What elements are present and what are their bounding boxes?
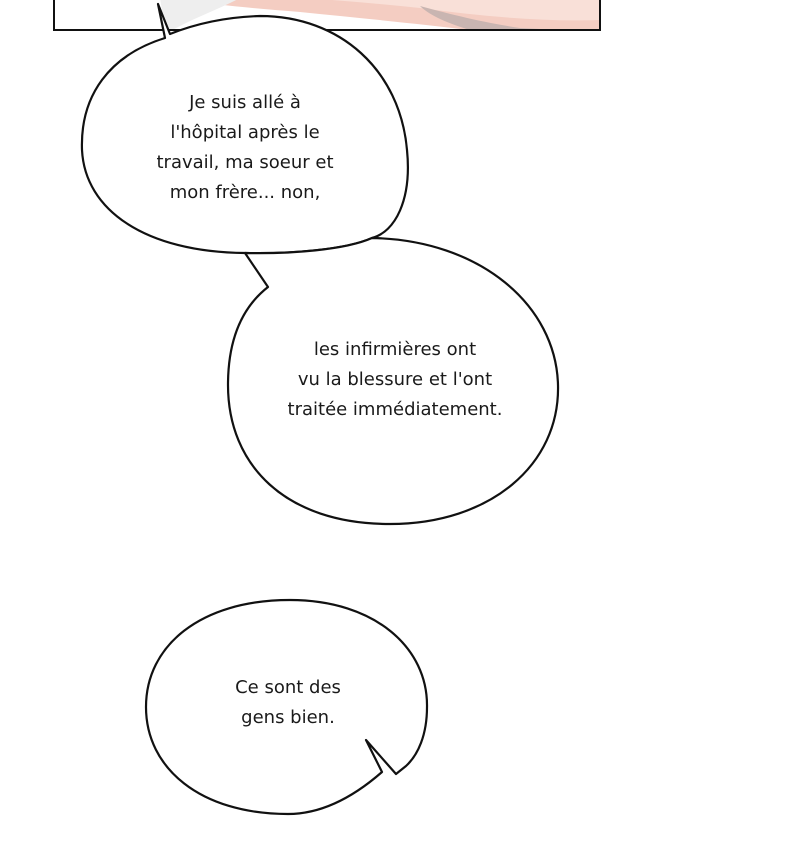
bubble-1-line-4: mon frère... non, xyxy=(169,182,321,203)
bubble-2-line-3: traitée immédiatement. xyxy=(287,399,503,420)
bubble-3-text xyxy=(190,673,386,733)
bubble-2-line-2: vu la blessure et l'ont xyxy=(297,369,493,390)
bubble-3-line-2: gens bien. xyxy=(241,707,335,728)
bubble-1-line-3: travail, ma soeur et xyxy=(156,152,334,173)
bubble-2-text xyxy=(250,335,540,425)
bubble-2-line-1: les infirmières ont xyxy=(313,339,477,360)
bubble-1-line-1: Je suis allé à xyxy=(189,92,301,113)
bubble-3-line-1: Ce sont des xyxy=(235,677,341,698)
top-panel xyxy=(54,0,600,30)
bubble-1-line-2: l'hôpital après le xyxy=(170,122,320,143)
bubble-1-text xyxy=(115,88,375,208)
